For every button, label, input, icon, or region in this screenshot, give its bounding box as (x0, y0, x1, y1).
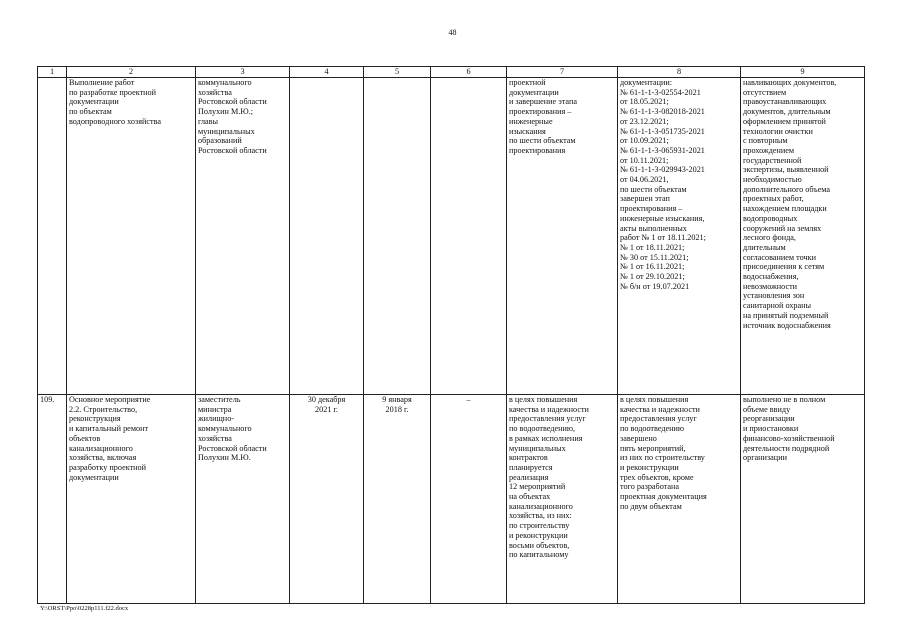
cell-line: реорганизации (743, 414, 795, 424)
cell-line: государственной (743, 155, 802, 165)
cell-line: проектных работ, (743, 194, 804, 204)
cell-line: хозяйства (198, 87, 232, 97)
cell-line: оформлением принятой (743, 116, 826, 126)
cell-line: по объектам (69, 107, 112, 117)
cell-line: и приостановки (743, 424, 799, 434)
cell-line: по водоотведению (620, 424, 685, 434)
cell-line: работ № 1 от 18.11.2021; (620, 233, 706, 243)
col6-cell (431, 78, 507, 395)
cell-line: коммунального (198, 424, 252, 434)
cell-line: разработку проектной (69, 462, 147, 472)
cell-line: Ростовской области (198, 97, 267, 107)
cell-line: и реконструкции (509, 530, 568, 540)
table-row (38, 395, 865, 604)
cell-line: отсутствием (743, 87, 787, 97)
cell-line: проектирования – (620, 204, 683, 214)
cell-line: деятельности подрядной (743, 443, 830, 453)
cell-line: № 61-1-1-3-029943-2021 (620, 165, 705, 175)
cell-line: документации (509, 87, 559, 97)
cell-line: технологии очистки (743, 126, 813, 136)
cell-line: сооружений на землях (743, 223, 822, 233)
cell-line: проектирования (509, 145, 566, 155)
cell-line: проектирования – (509, 107, 572, 117)
cell-line: реализация (509, 472, 549, 482)
cell-line: документации (69, 97, 119, 107)
cell-line: 12 мероприятий (509, 482, 566, 492)
measure-name-cell (67, 78, 196, 395)
cell-line: № 30 от 15.11.2021; (620, 252, 689, 262)
cell-line: из них по строительству (620, 453, 705, 463)
cell-line: контрактов (509, 453, 548, 463)
cell-line: правоустанавливающих (743, 97, 827, 107)
cell-line: 2.2. Строительство, (69, 404, 138, 414)
cell-line: канализационного (69, 443, 133, 453)
report-table (37, 66, 865, 604)
page-number: 48 (448, 28, 457, 37)
cell-line: и капитальный ремонт (69, 424, 149, 434)
cell-line: реконструкция (69, 414, 121, 424)
cell-line: № б/н от 19.07.2021 (620, 281, 690, 291)
cell-line: присоединения к сетям (743, 262, 825, 272)
cell-line: организации (743, 453, 787, 463)
responsible-cell (196, 395, 290, 604)
actual-date-cell (364, 78, 431, 395)
reasons-cell (741, 395, 865, 604)
cell-line: № 61-1-1-3-051735-2021 (620, 126, 705, 136)
cell-line: завершено (620, 433, 657, 443)
plan-date-cell (290, 395, 364, 604)
cell-line: того разработана (620, 482, 680, 492)
header-cell: 1 (38, 67, 67, 78)
cell-line: хозяйства (198, 433, 232, 443)
cell-line: установления зон (743, 291, 805, 301)
actual-result-cell (618, 395, 741, 604)
cell-line: Основное мероприятие (69, 395, 151, 404)
cell-line: навливающих документов, (743, 78, 837, 87)
cell-line: хозяйства, из них: (509, 511, 572, 521)
cell-line: № 1 от 18.11.2021; (620, 242, 685, 252)
cell-line: от 18.05.2021; (620, 97, 669, 107)
cell-line: канализационного (509, 501, 573, 511)
cell-line: № 61-1-1-3-02554-2021 (620, 87, 701, 97)
table-row (38, 78, 865, 395)
cell-line: от 10.09.2021; (620, 136, 669, 146)
cell-line: коммунального (198, 78, 252, 87)
cell-line: Ростовской области (198, 443, 267, 453)
cell-line: пять мероприятий, (620, 443, 686, 453)
cell-line: образований (198, 136, 242, 146)
cell-line: источник водоснабжения (743, 320, 831, 330)
cell-line: от 10.11.2021; (620, 155, 669, 165)
planned-result-cell (507, 395, 618, 604)
cell-line: планируется (509, 462, 553, 472)
header-cell: 9 (741, 67, 865, 78)
cell-line: муниципальных (198, 126, 255, 136)
header-row (38, 67, 865, 78)
cell-line: от 04.06.2021, (620, 175, 669, 185)
cell-line: качества и надежности (620, 404, 700, 414)
header-cell: 5 (364, 67, 431, 78)
cell-line: проектная документация (620, 492, 707, 502)
cell-line: жилищно- (198, 414, 235, 424)
header-cell: 6 (431, 67, 507, 78)
cell-line: восьми объектов, (509, 540, 570, 550)
cell-line: объектов (69, 433, 101, 443)
cell-line: по капитальному (509, 550, 569, 560)
measure-name-cell (67, 395, 196, 604)
cell-line: и завершение этапа (509, 97, 577, 107)
planned-result-cell (507, 78, 618, 395)
header-cell: 3 (196, 67, 290, 78)
cell-line: в целях повышения (509, 395, 578, 404)
cell-line: № 61-1-1-3-065931-2021 (620, 145, 705, 155)
cell-line: проектной (509, 78, 546, 87)
cell-line: министра (198, 404, 232, 414)
cell-line: согласованием точки (743, 252, 816, 262)
cell-line: финансово-хозяйственной (743, 433, 835, 443)
cell-line: от 23.12.2021; (620, 116, 669, 126)
cell-line: выполнено не в полном (743, 395, 826, 404)
header-cell: 7 (507, 67, 618, 78)
cell-line: хозяйства, включая (69, 453, 137, 463)
cell-line: № 61-1-1-3-082018-2021 (620, 107, 705, 117)
cell-line: по водоотведению, (509, 424, 576, 434)
cell-line: по шести объектам (620, 184, 687, 194)
cell-line: – (466, 395, 471, 404)
cell-line: дополнительного объема (743, 184, 830, 194)
cell-line: инженерные (509, 116, 553, 126)
cell-line: трех объектов, кроме (620, 472, 694, 482)
cell-line: предоставления услуг (620, 414, 697, 424)
cell-line: прохождением (743, 145, 795, 155)
cell-line: предоставления услуг (509, 414, 586, 424)
cell-line: экспертизы, выявленной (743, 165, 829, 175)
plan-date-cell (290, 78, 364, 395)
cell-line: длительным (743, 242, 786, 252)
cell-line: водопроводных (743, 213, 798, 223)
cell-line: № 1 от 16.11.2021; (620, 262, 685, 272)
cell-line: качества и надежности (509, 404, 589, 414)
cell-line: главы (198, 116, 219, 126)
cell-line: Полухин М.Ю. (198, 453, 251, 463)
cell-line: невозможности (743, 281, 798, 291)
cell-line: нахождением площадки (743, 204, 827, 214)
cell-line: акты выполненных (620, 223, 687, 233)
cell-line: завершен этап (620, 194, 670, 204)
cell-line: на принятый подземный (743, 310, 829, 320)
actual-date-cell (364, 395, 431, 604)
cell-line: на объектах (509, 492, 551, 502)
cell-line: Выполнение работ (69, 78, 135, 87)
header-cell: 2 (67, 67, 196, 78)
reasons-cell (741, 78, 865, 395)
cell-line: по двум объектам (620, 501, 682, 511)
responsible-cell (196, 78, 290, 395)
cell-line: документации: (620, 78, 673, 87)
cell-line: 2018 г. (385, 404, 409, 414)
col6-cell (431, 395, 507, 604)
cell-line: лесного фонда, (743, 233, 796, 243)
cell-line: № 1 от 29.10.2021; (620, 272, 685, 282)
cell-line: по шести объектам (509, 136, 576, 146)
file-path-footer: Y:\ORST\Ppo\0228p111.f22.docx (40, 605, 129, 612)
cell-line: в целях повышения (620, 395, 689, 404)
cell-line: заместитель (198, 395, 241, 404)
cell-line: с повторным (743, 136, 788, 146)
cell-line: 9 января (382, 395, 412, 404)
cell-line: по строительству (509, 521, 570, 531)
cell-line: инженерные изыскания, (620, 213, 705, 223)
cell-line: в рамках исполнения (509, 433, 583, 443)
header-cell: 4 (290, 67, 364, 78)
cell-line: изыскания (509, 126, 546, 136)
cell-line: и реконструкции (620, 462, 679, 472)
cell-line: 30 декабря (307, 395, 346, 404)
cell-line: муниципальных (509, 443, 566, 453)
cell-line: Полухин М.Ю.; (198, 107, 254, 117)
cell-line: водопроводного хозяйства (69, 116, 161, 126)
cell-line: необходимостью (743, 175, 802, 185)
cell-line: Ростовской области (198, 145, 267, 155)
row-number-cell (38, 78, 67, 395)
cell-line: 2021 г. (315, 404, 338, 414)
cell-line: по разработке проектной (69, 87, 157, 97)
cell-line: документации (69, 472, 119, 482)
header-cell: 8 (618, 67, 741, 78)
actual-result-cell (618, 78, 741, 395)
row-number-cell: 109. (38, 395, 67, 604)
cell-line: объеме ввиду (743, 404, 791, 414)
cell-line: санитарной охраны (743, 301, 812, 311)
cell-line: водоснабжения, (743, 272, 799, 282)
cell-line: документов, длительным (743, 107, 831, 117)
